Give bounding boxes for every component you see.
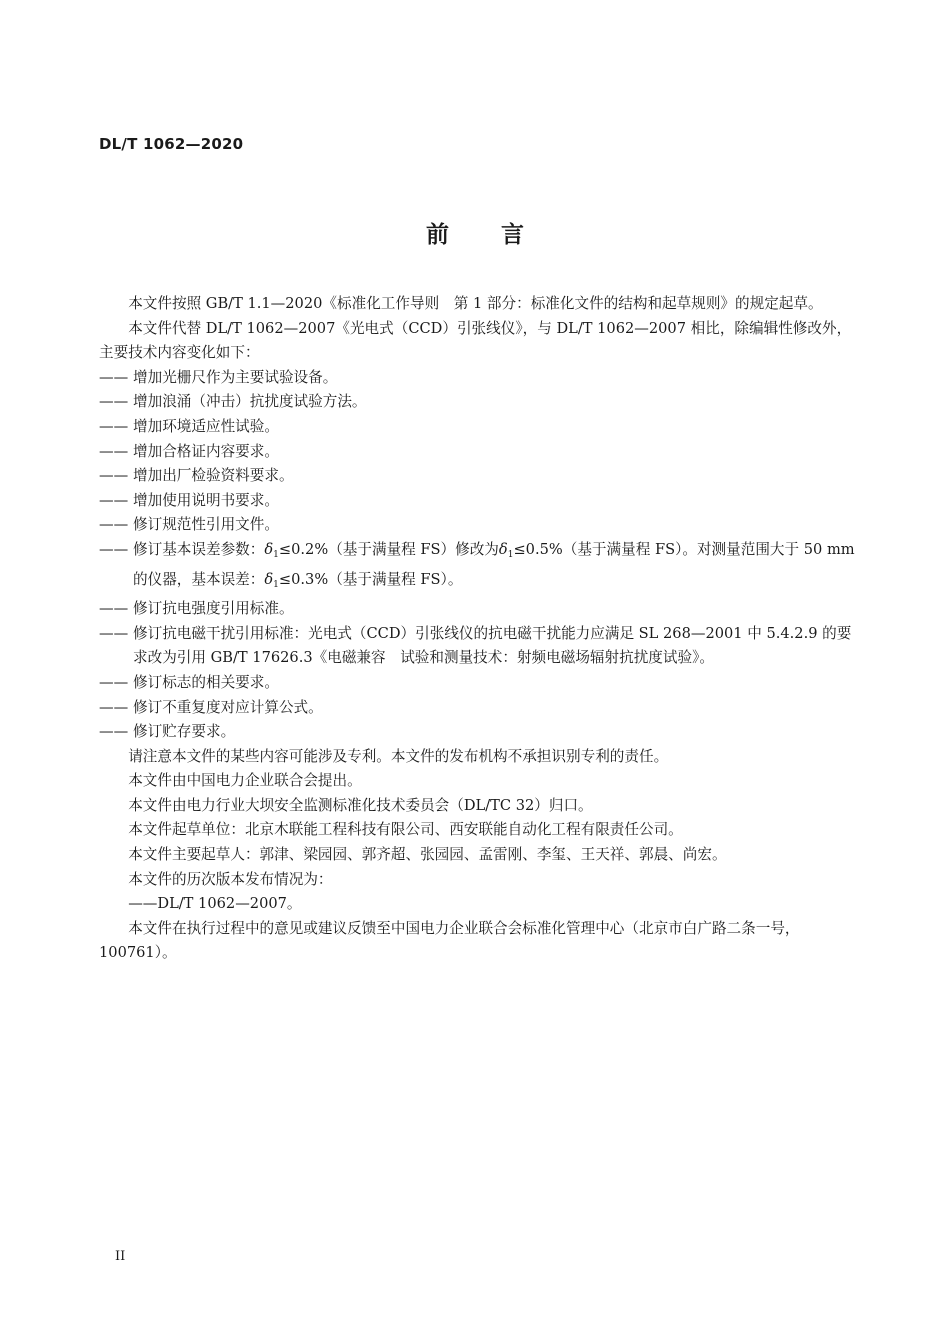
foreword-body <box>99 292 859 966</box>
version-history-intro: 本文件的历次版本发布情况为： <box>128 870 333 888</box>
change-item: —— 修订抗电强度引用标准。 <box>99 600 294 618</box>
change-item: —— 修订贮存要求。 <box>99 723 236 741</box>
drafting-units: 本文件起草单位：北京木联能工程科技有限公司、西安联能自动化工程有限责任公司。 <box>128 821 683 839</box>
change-item: —— 修订规范性引用文件。 <box>99 516 279 534</box>
change-item: —— 增加环境适应性试验。 <box>99 417 279 435</box>
main-drafters: 本文件主要起草人：郭津、梁园园、郭齐超、张园园、孟雷刚、李玺、王天祥、郭晨、尚宏。 <box>128 846 727 864</box>
change-item: —— 修订标志的相关要求。 <box>99 673 279 691</box>
patent-notice: 请注意本文件的某些内容可能涉及专利。本文件的发布机构不承担识别专利的责任。 <box>128 747 669 765</box>
page-title <box>0 216 950 249</box>
managed-by: 本文件由电力行业大坝安全监测标准化技术委员会（DL/TC 32）归口。 <box>128 796 593 814</box>
change-item: —— 增加合格证内容要求。 <box>99 442 279 460</box>
page-number: II <box>115 1249 126 1264</box>
standard-code: DL/T 1062—2020 <box>99 135 244 153</box>
paragraph-drafting-rules: 本文件按照 GB/T 1.1—2020《标准化工作导则 第 1 部分：标准化文件的结构和起草规则》的规定起草。 <box>128 295 823 312</box>
title-char-2: 言 <box>501 222 524 248</box>
change-item: —— 增加浪涌（冲击）抗扰度试验方法。 <box>99 393 367 411</box>
change-item: —— 增加出厂检验资料要求。 <box>99 467 294 485</box>
change-item: —— 修订抗电磁干扰引用标准：光电式（CCD）引张线仪的抗电磁干扰能力应满足 SL 268—2001 中 5.4.2.9 的要求改为引用 GB/T 17626.3《电磁兼容 试验和测量技术：射频电磁场辐射抗扰度试验》。 <box>99 624 852 667</box>
change-item-basic-error: —— 修订基本误差参数：$\delta_1\le 0.2\%$（基于满量程 FS）修改为$\delta_1\le 0.5\%$（基于满量程 FS）。对测量范围大于 50 mm 的仪器，基本误差：$\delta_1\le 0.3\%$（基于满量程 FS）。 <box>99 540 855 590</box>
title-char-1: 前 <box>426 222 449 248</box>
feedback-notice: 本文件在执行过程中的意见或建议反馈至中国电力企业联合会标准化管理中心（北京市白广路二条一号，100761）。 <box>99 919 800 962</box>
change-item: —— 增加使用说明书要求。 <box>99 491 279 509</box>
version-history-item: ——DL/T 1062—2007。 <box>128 895 302 913</box>
change-item: —— 修订不重复度对应计算公式。 <box>99 698 323 716</box>
paragraph-replaces: 本文件代替 DL/T 1062—2007《光电式（CCD）引张线仪》，与 DL/T 1062—2007 相比，除编辑性修改外，主要技术内容变化如下： <box>99 319 852 362</box>
proposed-by: 本文件由中国电力企业联合会提出。 <box>128 772 362 790</box>
change-item: —— 增加光栅尺作为主要试验设备。 <box>99 368 338 386</box>
